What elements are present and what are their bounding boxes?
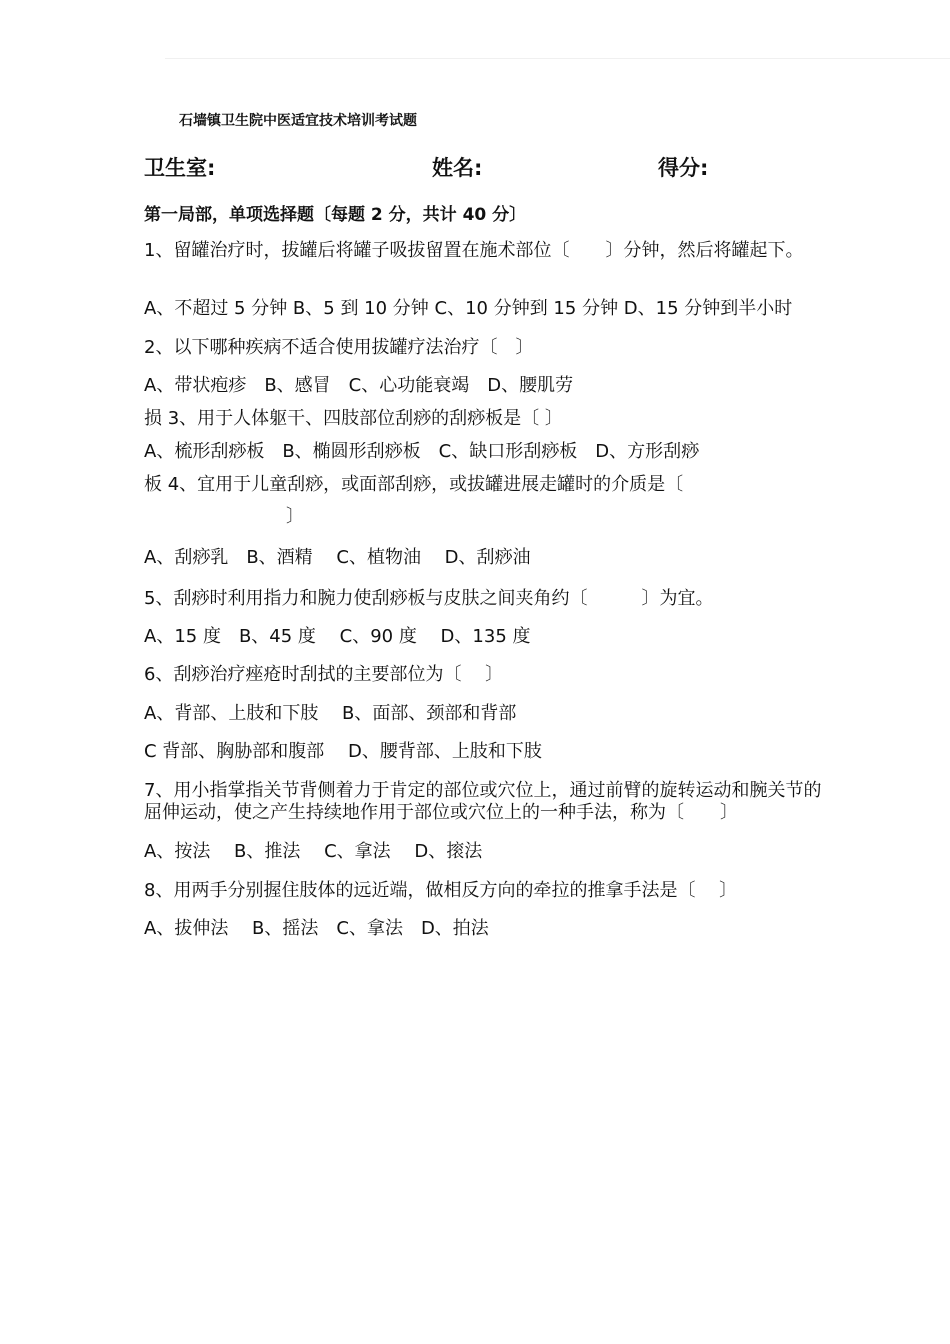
question-6-options-cd: C 背部、胸胁部和腹部 D、腰背部、上肢和下肢 bbox=[144, 741, 542, 762]
question-8: 8、用两手分别握住肢体的远近端，做相反方向的牵拉的推拿手法是〔 〕 bbox=[144, 880, 738, 901]
question-5-options: A、15 度 B、45 度 C、90 度 D、135 度 bbox=[144, 626, 531, 647]
question-8-options: A、拔伸法 B、摇法 C、拿法 D、拍法 bbox=[144, 918, 489, 939]
question-3: 损 3、用于人体躯干、四肢部位刮痧的刮痧板是〔 〕 bbox=[144, 408, 563, 429]
question-1: 1、留罐治疗时，拔罐后将罐子吸拔留置在施术部位〔 〕分钟，然后将罐起下。 bbox=[144, 240, 804, 261]
question-5: 5、刮痧时利用指力和腕力使刮痧板与皮肤之间夹角约〔 〕为宜。 bbox=[144, 588, 714, 609]
question-2: 2、以下哪种疾病不适合使用拔罐疗法治疗〔 〕 bbox=[144, 337, 534, 358]
question-6-options-ab: A、背部、上肢和下肢 B、面部、颈部和背部 bbox=[144, 703, 517, 724]
question-4: 板 4、宜用于儿童刮痧，或面部刮痧，或拔罐进展走罐时的介质是〔 bbox=[144, 474, 684, 495]
question-7-options: A、按法 B、推法 C、拿法 D、㨰法 bbox=[144, 841, 483, 862]
question-3-options: A、梳形刮痧板 B、椭圆形刮痧板 C、缺口形刮痧板 D、方形刮痧 bbox=[144, 441, 700, 462]
question-6: 6、刮痧治疗痤疮时刮拭的主要部位为〔 〕 bbox=[144, 664, 504, 685]
question-4-options: A、刮痧乳 B、酒精 C、植物油 D、刮痧油 bbox=[144, 547, 531, 568]
section-heading: 第一局部，单项选择题〔每题 2 分，共计 40 分〕 bbox=[144, 205, 527, 225]
question-1-options: A、不超过 5 分钟 B、5 到 10 分钟 C、10 分钟到 15 分钟 D、15 分钟到半小时 bbox=[144, 298, 793, 319]
exam-title: 石墙镇卫生院中医适宜技术培训考试题 bbox=[179, 113, 417, 129]
question-7: 7、用小指掌指关节背侧着力于肯定的部位或穴位上，通过前臂的旋转运动和腕关节的屈伸运动，使之产生持续地作用于部位或穴位上的一种手法，称为〔 〕 bbox=[144, 780, 822, 823]
header-rule bbox=[165, 58, 950, 59]
question-4-bracket: 〕 bbox=[286, 506, 304, 527]
name-field-label: 姓名: bbox=[432, 156, 483, 180]
score-field-label: 得分: bbox=[658, 156, 709, 180]
clinic-field-label: 卫生室: bbox=[144, 156, 216, 180]
question-2-options: A、带状疱疹 B、感冒 C、心功能衰竭 D、腰肌劳 bbox=[144, 375, 574, 396]
